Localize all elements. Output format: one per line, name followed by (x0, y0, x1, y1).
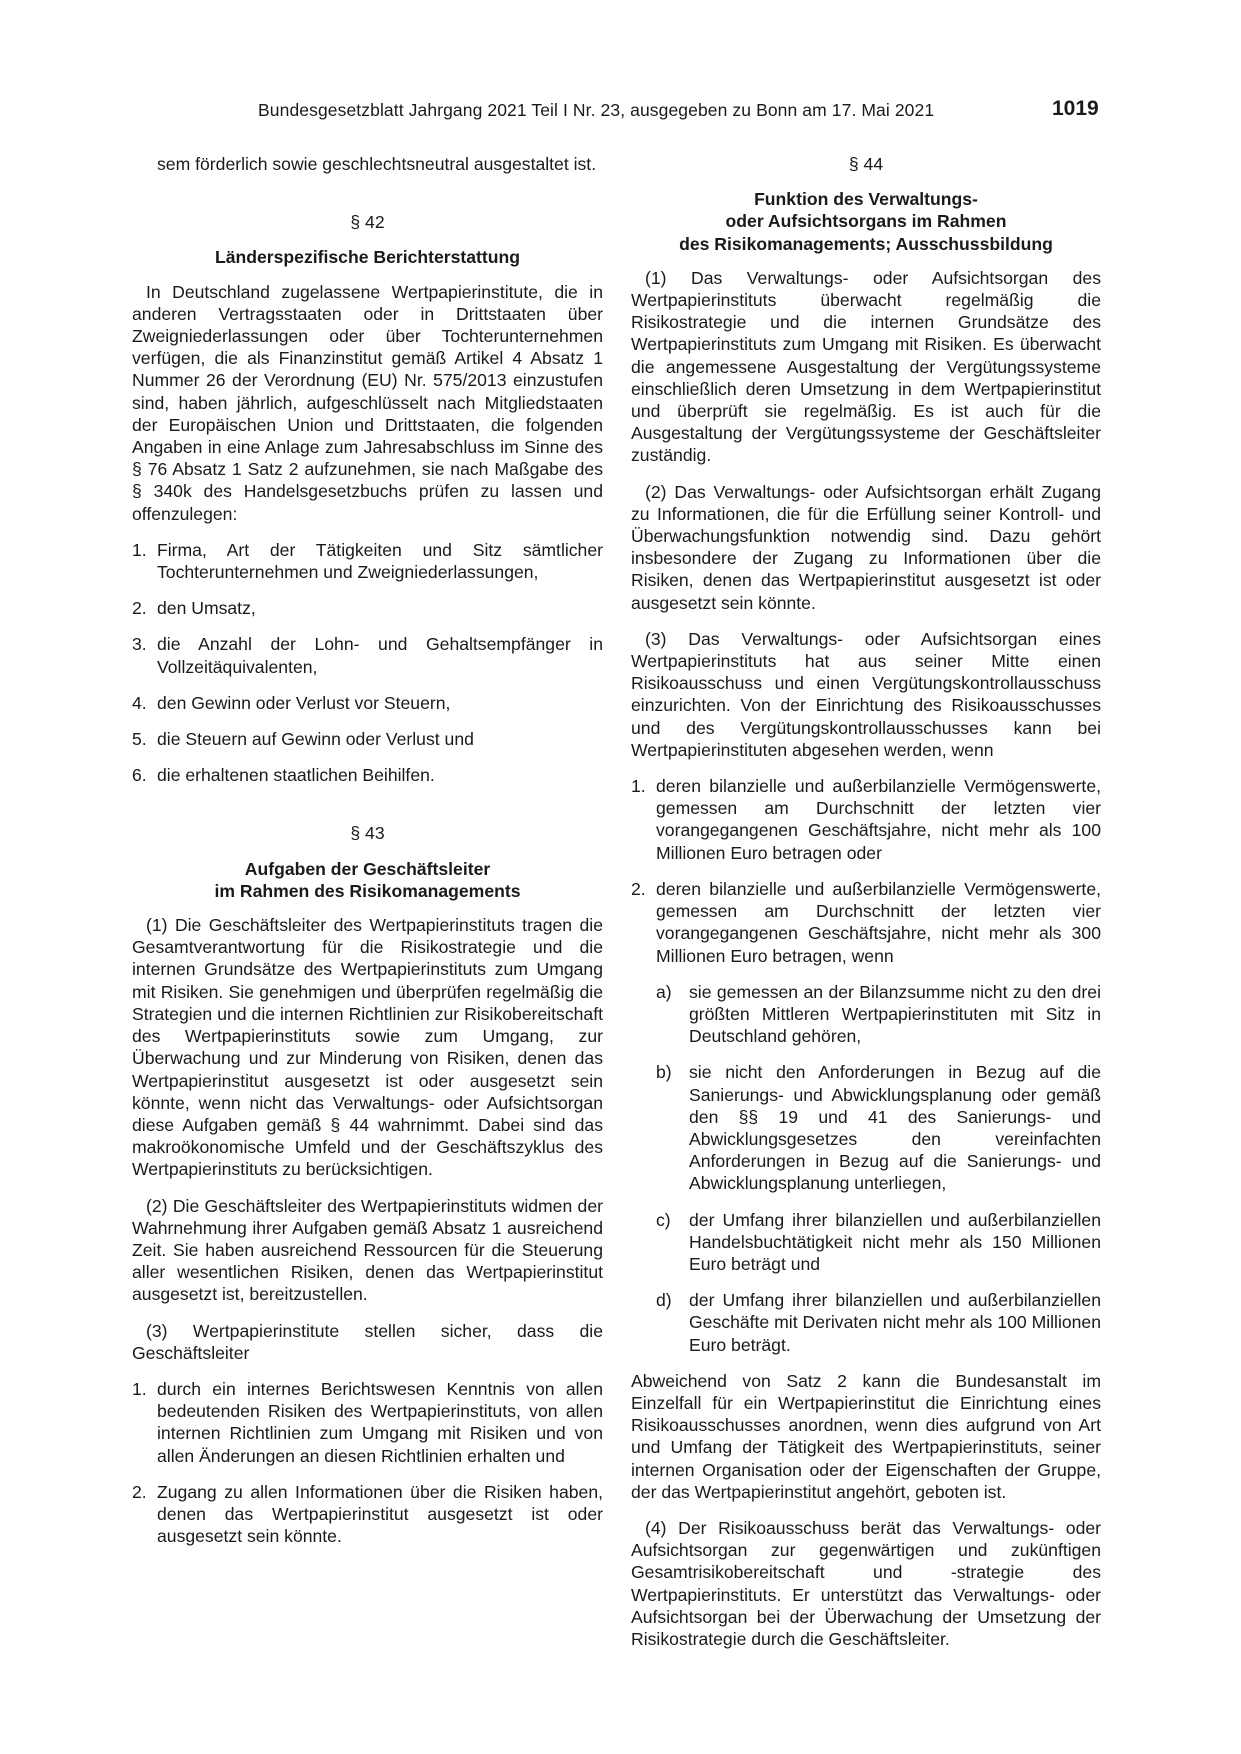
sub-list-item (631, 981, 1101, 1048)
list-item (132, 633, 603, 677)
list-item-number: 5. (132, 729, 147, 750)
section-43-title (132, 858, 603, 902)
list-item (132, 728, 603, 750)
right-column (631, 153, 1101, 1650)
list-item-number: 1. (132, 1378, 147, 1399)
sub-list-item-text: sie nicht den Anforderungen in Bezug auf die Sanierungs- und Abwicklungsplanung oder gemäß den §§ 19 und 41 des Sanierungs- und Abwicklungsgesetzes den vereinfachten Anforderungen in Bezug auf die Sanierungs- und Abwicklungsplanung unterliegen, (689, 1062, 1101, 1194)
section-44-paragraph-3-continuation: Abweichend von Satz 2 kann die Bundesanstalt im Einzelfall für ein Wertpapierinstitut die Einrichtung eines Risikoausschusses anordnen, wenn dies aufgrund von Art und Umfang der Tätigkeit des Wertpapierinstituts, seiner internen Organisation oder der Eigenschaften der Gruppe, der das Wertpapierinstitut angehört, geboten ist. (631, 1370, 1101, 1502)
list-item-number: 2. (132, 598, 147, 619)
list-item-text: den Gewinn oder Verlust vor Steuern, (157, 692, 451, 713)
list-item (132, 764, 603, 786)
list-item (132, 597, 603, 619)
section-43-title-line: Aufgaben der Geschäftsleiter (244, 858, 491, 879)
list-item-number: 1. (631, 776, 646, 797)
list-item-text: die Anzahl der Lohn- und Gehaltsempfänger in Vollzeitäquivalenten, (157, 634, 603, 677)
section-44-title-line: oder Aufsichtsorgans im Rahmen (725, 211, 1007, 232)
section-44-number: § 44 (848, 154, 884, 174)
sub-list-item-letter: c) (656, 1209, 671, 1230)
list-item-number: 6. (132, 765, 147, 786)
list-item-number: 2. (631, 878, 646, 899)
list-item-text: den Umsatz, (157, 598, 256, 619)
section-44-title (631, 188, 1101, 255)
sub-list-item (631, 1061, 1101, 1194)
sub-list-item-letter: d) (656, 1290, 672, 1311)
sub-list-item (631, 1209, 1101, 1276)
list-item (132, 539, 603, 583)
list-item (132, 1378, 603, 1467)
section-44-paragraph-2: (2) Das Verwaltungs- oder Aufsichtsorgan erhält Zugang zu Informationen, die für die Erfüllung seiner Kontroll- und Überwachungsfunktion notwendig sind. Dazu gehört insbesondere der Zugang zu Informationen über die Risiken, denen das Wertpapierinstitut ausgesetzt ist oder ausgesetzt sein könnte. (631, 481, 1101, 613)
section-44-title-line: Funktion des Verwaltungs- (754, 189, 978, 210)
list-item-number: 4. (132, 692, 147, 713)
running-header: Bundesgesetzblatt Jahrgang 2021 Teil I Nr. 23, ausgegeben zu Bonn am 17. Mai 2021 (258, 100, 935, 120)
section-44-paragraph-3: (3) Das Verwaltungs- oder Aufsichtsorgan eines Wertpapierinstituts hat aus seiner Mitte einen Risikoausschuss und einen Vergütungskontrollausschuss einzurichten. Von der Einrichtung des Risikoausschusses und des Vergütungskontrollausschusses kann bei Wertpapierinstituten abgesehen werden, wenn (631, 628, 1101, 760)
list-item-text: die Steuern auf Gewinn oder Verlust und (157, 729, 474, 750)
sub-list-item-text: der Umfang ihrer bilanziellen und außerbilanziellen Handelsbuchtätigkeit nicht mehr als 150 Millionen Euro beträgt und (689, 1209, 1101, 1274)
list-item (631, 775, 1101, 864)
sub-list-item (631, 1289, 1101, 1356)
section-44-paragraph-1: (1) Das Verwaltungs- oder Aufsichtsorgan des Wertpapierinstituts überwacht regelmäßig die Risikostrategie und die internen Grundsätze des Wertpapierinstituts zum Umgang mit Risiken. Es überwacht die angemessene Ausgestaltung der Vergütungssysteme einschließlich deren Umsetzung in dem Wertpapierinstitut und überprüft sie regelmäßig. Es ist auch für die Ausgestaltung der Vergütungssysteme der Geschäftsleiter zuständig. (631, 267, 1101, 466)
list-item-text: die erhaltenen staatlichen Beihilfen. (157, 765, 435, 786)
section-43-paragraph-3: (3) Wertpapierinstitute stellen sicher, dass die Geschäftsleiter (132, 1320, 603, 1363)
sub-list-item-letter: a) (656, 981, 672, 1002)
section-43-paragraph-2: (2) Die Geschäftsleiter des Wertpapierinstituts widmen der Wahrnehmung ihrer Aufgaben gemäß Absatz 1 ausreichend Zeit. Sie haben ausreichend Ressourcen für die Steuerung aller wesentlichen Risiken, denen das Wertpapierinstitut ausgesetzt ist, bereitzustellen. (132, 1195, 603, 1305)
section-43-title-line: im Rahmen des Risikomanagements (214, 880, 521, 901)
section-42-title: Länderspezifische Berichterstattung (214, 247, 521, 268)
list-item-number: 2. (132, 1481, 147, 1502)
list-item-number: 3. (132, 634, 147, 655)
list-item-text: deren bilanzielle und außerbilanzielle Vermögenswerte, gemessen am Durchschnitt der letzten vier vorangegangenen Geschäftsjahre, nicht mehr als 300 Millionen Euro betragen, wenn (656, 878, 1101, 966)
continuation-paragraph: sem förderlich sowie geschlechtsneutral ausgestaltet ist. (157, 154, 597, 174)
sub-list-item-text: sie gemessen an der Bilanzsumme nicht zu den drei größten Mittleren Wertpapierinstituten mit Sitz in Deutschland gehören, (689, 981, 1101, 1047)
list-item-text: Zugang zu allen Informationen über die Risiken haben, denen das Wertpapierinstitut ausgesetzt ist oder ausgesetzt sein könnte. (157, 1481, 603, 1547)
list-item (132, 1481, 603, 1548)
list-item (631, 878, 1101, 967)
list-item-text: durch ein internes Berichtswesen Kenntnis von allen bedeutenden Risiken des Wertpapierinstituts, von allen internen Richtlinien zum Umgang mit Risiken und von allen Änderungen an diesen Richtlinien erhalten und (157, 1378, 603, 1466)
left-column (132, 153, 603, 1547)
list-item (132, 692, 603, 714)
section-42-number: § 42 (350, 212, 385, 233)
section-43-number: § 43 (350, 823, 385, 844)
list-item-text: Firma, Art der Tätigkeiten und Sitz sämtlicher Tochterunternehmen und Zweigniederlassungen, (157, 539, 603, 583)
section-42-intro: In Deutschland zugelassene Wertpapierinstitute, die in anderen Vertragsstaaten oder in Drittstaaten über Zweigniederlassungen oder über Tochterunternehmen verfügen, die als Finanzinstitut gemäß Artikel 4 Absatz 1 Nummer 26 der Verordnung (EU) Nr. 575/2013 einzustufen sind, haben jährlich, aufgeschlüsselt nach Mitgliedstaaten der Europäischen Union und Drittstaaten, die folgenden Angaben in eine Anlage zum Jahresabschluss im Sinne des § 76 Absatz 1 Satz 2 aufzunehmen, sie nach Maßgabe des § 340k des Handelsgesetzbuchs prüfen zu lassen und offenzulegen: (132, 281, 603, 524)
section-44-title-line: des Risikomanagements; Ausschussbildung (679, 233, 1053, 254)
sub-list-item-text: der Umfang ihrer bilanziellen und außerbilanziellen Geschäfte mit Derivaten nicht mehr als 100 Millionen Euro beträgt. (689, 1290, 1101, 1355)
section-44-paragraph-4: (4) Der Risikoausschuss berät das Verwaltungs- oder Aufsichtsorgan zur gegenwärtigen und zukünftigen Gesamtrisikobereitschaft und -strategie des Wertpapierinstituts. Er unterstützt das Verwaltungs- oder Aufsichtsorgan bei der Überwachung der Umsetzung der Risikostrategie durch die Geschäftsleiter. (631, 1517, 1101, 1649)
list-item-number: 1. (132, 539, 147, 560)
list-item-text: deren bilanzielle und außerbilanzielle Vermögenswerte, gemessen am Durchschnitt der letzten vier vorangegangenen Geschäftsjahre, nicht mehr als 100 Millionen Euro betragen oder (656, 776, 1101, 863)
sub-list-item-letter: b) (656, 1062, 672, 1083)
page-number: 1019 (1052, 97, 1099, 120)
section-43-paragraph-1: (1) Die Geschäftsleiter des Wertpapierinstituts tragen die Gesamtverantwortung für die Risikostrategie und die internen Grundsätze des Wertpapierinstituts zum Umgang mit Risiken. Sie genehmigen und überprüfen regelmäßig die Strategien und die internen Richtlinien zur Risikobereitschaft des Wertpapierinstituts sowie zum Umgang, zur Überwachung und zur Minderung von Risiken, denen das Wertpapierinstitut ausgesetzt ist oder ausgesetzt sein könnte, wenn nicht das Verwaltungs- oder Aufsichtsorgan diese Aufgaben gemäß § 44 wahrnimmt. Dabei sind das makroökonomische Umfeld und der Geschäftszyklus des Wertpapierinstituts zu berücksichtigen. (132, 915, 603, 1180)
